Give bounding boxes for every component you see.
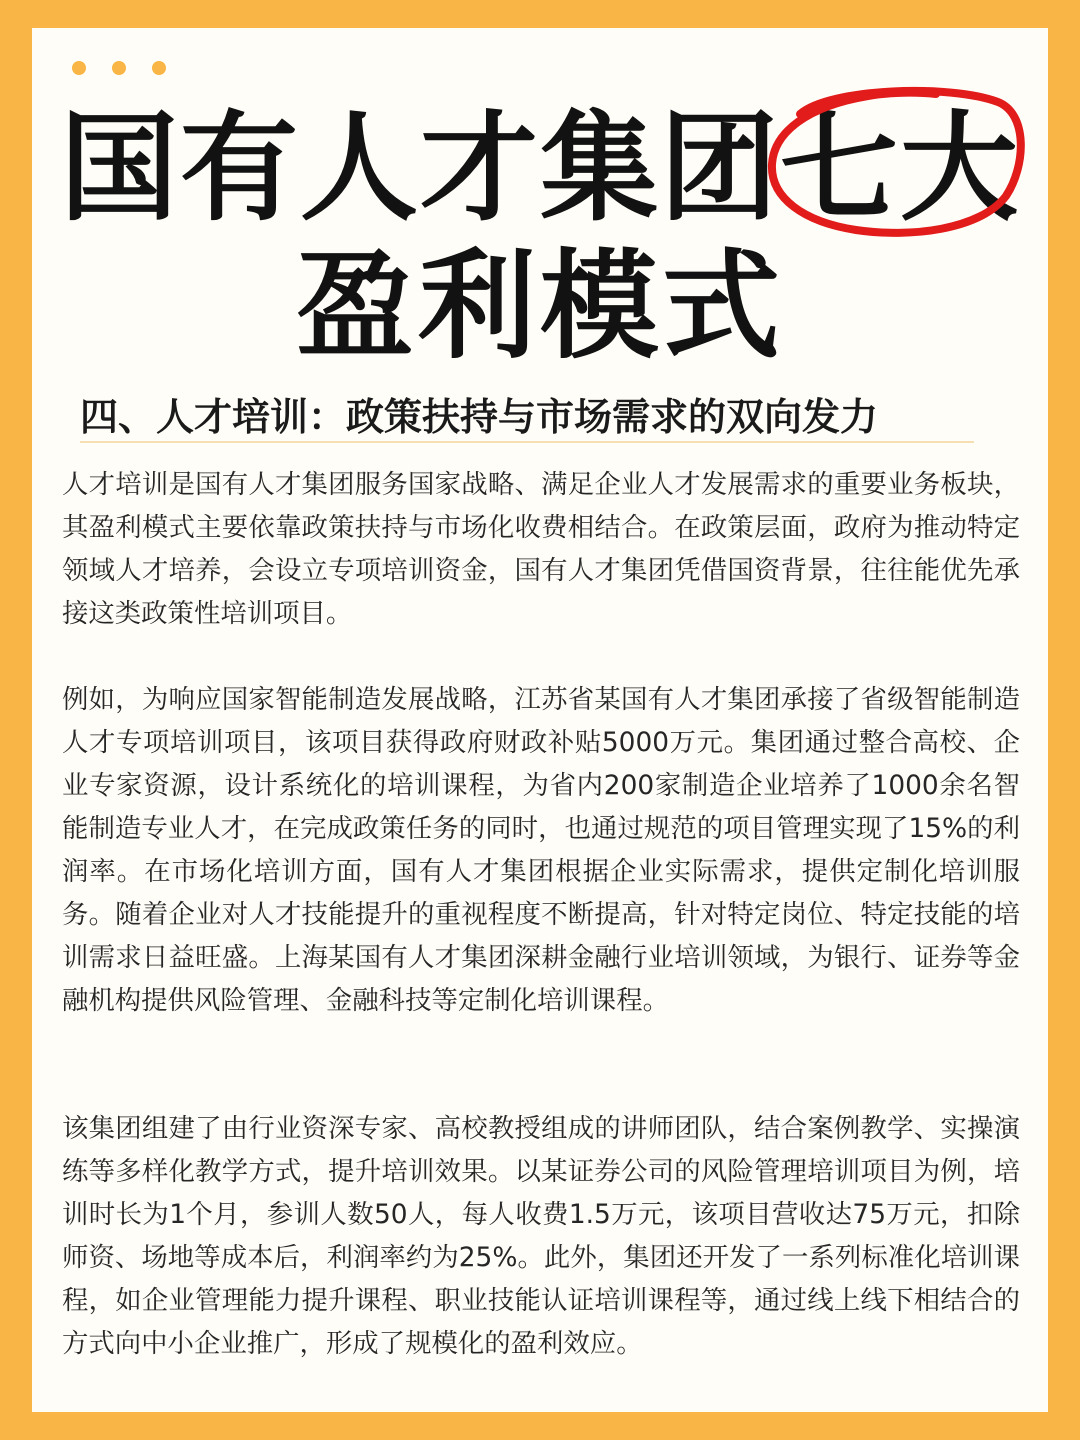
section-subtitle: 四、人才培训：政策扶持与市场需求的双向发力 — [80, 395, 879, 439]
dot-icon — [112, 61, 126, 75]
highlight-circle-icon — [760, 80, 1032, 242]
dot-icon — [72, 61, 86, 75]
page-title-line2: 盈利模式 — [295, 237, 784, 375]
body-paragraph-2: 例如，为响应国家智能制造发展战略，江苏省某国有人才集团承接了省级智能制造人才专项培训项目，该项目获得政府财政补贴5000万元。集团通过整合高校、企业专家资源，设计系统化的培训课程，为省内200家制造企业培养了1000余名智能制造专业人才，在完成政策任务的同时，也通过规范的项目管理实现了15%的利润率。在市场化培训方面，国有人才集团根据企业实际需求，提供定制化培训服务。随着企业对人才技能提升的重视程度不断提高，针对特定岗位、特定技能的培训需求日益旺盛。上海某国有人才集团深耕金融行业培训领域，为银行、证券等金融机构提供风险管理、金融科技等定制化培训课程。 — [62, 684, 1020, 1016]
body-paragraph-1: 人才培训是国有人才集团服务国家战略、满足企业人才发展需求的重要业务板块，其盈利模式主要依靠政策扶持与市场化收费相结合。在政策层面，政府为推动特定领域人才培养，会设立专项培训资金，国有人才集团凭借国资背景，往往能优先承接这类政策性培训项目。 — [62, 469, 1020, 629]
subtitle-underline — [80, 441, 974, 443]
dot-icon — [152, 61, 166, 75]
body-paragraph-3: 该集团组建了由行业资深专家、高校教授组成的讲师团队，结合案例教学、实操演练等多样化教学方式，提升培训效果。以某证券公司的风险管理培训项目为例，培训时长为1个月，参训人数50人，每人收费1.5万元，该项目营收达75万元，扣除师资、场地等成本后，利润率约为25%。此外，集团还开发了一系列标准化培训课程，如企业管理能力提升课程、职业技能认证培训课程等，通过线上线下相结合的方式向中小企业推广，形成了规模化的盈利效应。 — [62, 1113, 1020, 1359]
page-title-line1: 国有人才集团七大 — [59, 99, 1020, 237]
